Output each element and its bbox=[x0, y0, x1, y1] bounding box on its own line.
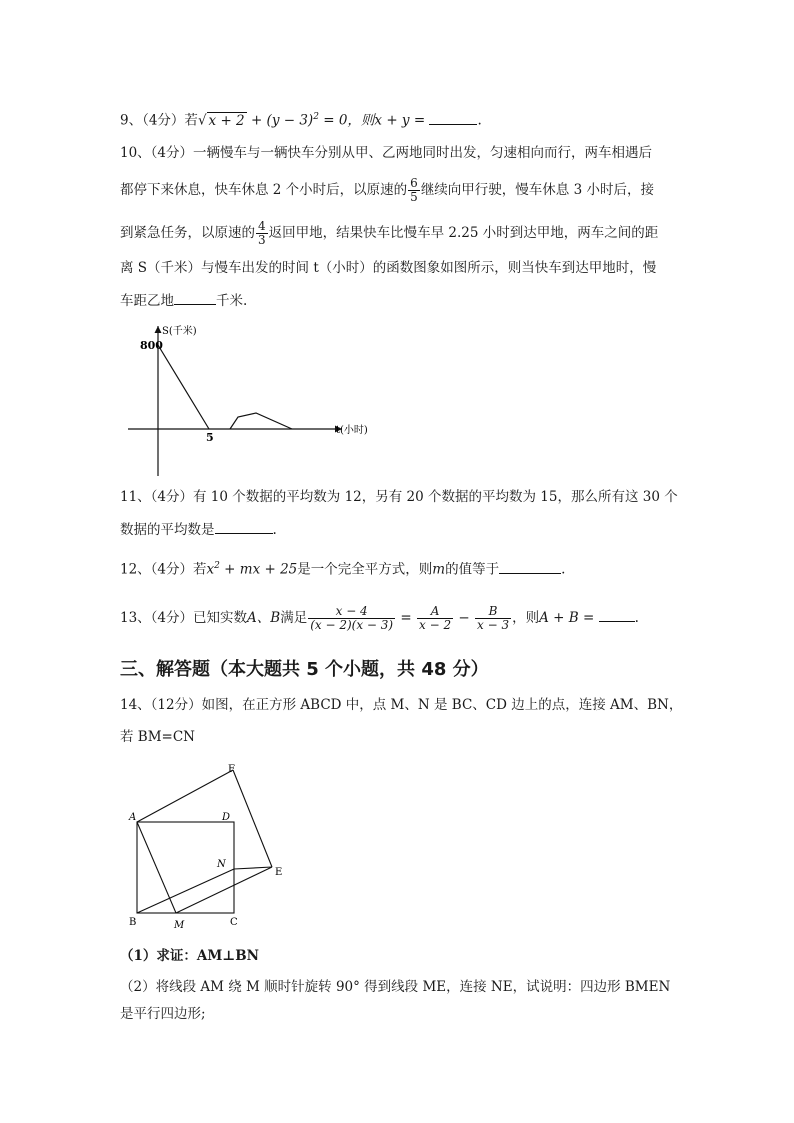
label-b: B bbox=[129, 917, 137, 928]
q9-sqrt-inner: x + 2 bbox=[208, 112, 245, 129]
q12-mid: 是一个完全平方式，则 bbox=[297, 561, 433, 578]
q13-f3-num: B bbox=[475, 605, 511, 619]
q13-fraction-b bbox=[475, 605, 511, 632]
q9-expr-end: = 0，则 bbox=[318, 112, 375, 129]
q10-l2-b: 继续向甲行驶，慢车休息 3 小时后，接 bbox=[420, 182, 654, 198]
q12-expr-b: + mx + 25 bbox=[219, 561, 298, 578]
question-14-line-1: 14、（12分）如图，在正方形 ABCD 中，点 M、N 是 BC、CD 边上的点，连接 AM、BN， bbox=[120, 697, 683, 713]
q9-expr-mid: + (y − 3) bbox=[246, 112, 314, 129]
q9-exponent: 2 bbox=[313, 112, 319, 122]
q10-l5-b: 千米. bbox=[216, 293, 248, 309]
square-figure bbox=[120, 760, 300, 930]
q12-suffix: 的值等于 bbox=[445, 561, 500, 578]
graph-segment-approach bbox=[158, 345, 209, 429]
question-11-line-2 bbox=[120, 520, 277, 540]
segment-fe bbox=[233, 770, 272, 867]
label-d: D bbox=[222, 812, 231, 823]
question-12 bbox=[120, 556, 565, 580]
q9-answer-blank[interactable] bbox=[429, 112, 477, 125]
label-a: A bbox=[129, 812, 137, 823]
label-m: M bbox=[174, 920, 185, 930]
question-13 bbox=[120, 604, 639, 632]
graph-x-tick-5: 5 bbox=[206, 431, 214, 444]
q12-prefix: 12、（4分）若 bbox=[120, 561, 207, 578]
q10-l3-a: 到紧急任务，以原速的 bbox=[120, 225, 255, 241]
q13-fraction-a bbox=[417, 605, 453, 632]
q12-end: . bbox=[561, 561, 566, 578]
q9-sqrt-sign: √ bbox=[197, 112, 207, 129]
question-11-line-1: 11、（4分）有 10 个数据的平均数为 12，另有 20 个数据的平均数为 15，那么所有这 30 个 bbox=[120, 489, 678, 505]
q10-l3-b: 返回甲地，结果快车比慢车早 2.25 小时到达甲地，两车之间的距 bbox=[268, 225, 659, 241]
q13-eq2: = bbox=[578, 610, 599, 626]
q13-end: . bbox=[634, 610, 639, 626]
q9-target: x + y bbox=[374, 112, 410, 129]
segment-bn bbox=[137, 869, 234, 913]
q13-prefix: 13、（4分）已知实数 bbox=[120, 610, 248, 626]
q9-eq: = bbox=[409, 112, 430, 129]
q10-fraction-6-5 bbox=[408, 177, 420, 204]
q13-f2-den: x − 2 bbox=[419, 618, 452, 632]
q13-minus: − bbox=[454, 610, 475, 626]
q13-mid: 满足 bbox=[280, 610, 308, 626]
question-14-line-2: 若 BM=CN bbox=[120, 729, 195, 745]
question-14-part-2-line-1: （2）将线段 AM 绕 M 顺时针旋转 90° 得到线段 ME，连接 NE，试说明：四边形 BMEN bbox=[120, 979, 671, 995]
question-10-line-5 bbox=[120, 291, 247, 311]
q11-l2-a: 数据的平均数是 bbox=[120, 522, 215, 538]
q10-l5-a: 车距乙地 bbox=[120, 293, 174, 309]
label-c: C bbox=[230, 917, 238, 928]
graph-segment-separate bbox=[230, 413, 292, 429]
question-10-line-4: 离 S（千米）与慢车出发的时间 t（小时）的函数图象如图所示，则当快车到达甲地时，慢 bbox=[120, 260, 657, 276]
q9-prefix: 9、（4分）若 bbox=[120, 112, 198, 129]
label-e: E bbox=[275, 867, 283, 878]
question-10-line-2 bbox=[120, 177, 654, 204]
q12-expr-a: x bbox=[206, 561, 215, 578]
q13-answer-blank[interactable] bbox=[599, 609, 635, 622]
q11-l2-b: . bbox=[272, 522, 277, 538]
q13-eq: = bbox=[396, 610, 417, 626]
q10-fraction-4-3 bbox=[256, 220, 268, 247]
q10-frac2-num: 4 bbox=[258, 219, 266, 233]
segment-am bbox=[137, 822, 176, 913]
distance-time-graph bbox=[120, 318, 380, 480]
q12-var: m bbox=[432, 561, 446, 578]
q13-target: A + B bbox=[539, 610, 579, 626]
question-14-part-2-line-2: 是平行四边形; bbox=[120, 1006, 206, 1022]
graph-x-label: t(小时) bbox=[336, 425, 368, 436]
label-f: F bbox=[228, 764, 235, 775]
q9-end: . bbox=[477, 112, 482, 129]
q12-sup: 2 bbox=[214, 561, 220, 571]
q13-f3-den: x − 3 bbox=[477, 618, 510, 632]
q13-comma: ，则 bbox=[512, 610, 540, 626]
q10-frac1-num: 6 bbox=[410, 176, 418, 190]
question-10-line-1: 10、（4分）一辆慢车与一辆快车分别从甲、乙两地同时出发，匀速相向而行，两车相遇后 bbox=[120, 145, 653, 161]
graph-y-tick-800: 800 bbox=[140, 339, 163, 352]
question-9 bbox=[120, 107, 482, 131]
q12-answer-blank[interactable] bbox=[499, 561, 561, 574]
section-heading: 三、解答题（本大题共 5 个小题，共 48 分） bbox=[120, 659, 489, 680]
q10-frac1-den: 5 bbox=[410, 190, 418, 204]
segment-ne bbox=[234, 867, 272, 869]
q13-vars: A、B bbox=[247, 610, 281, 626]
segment-af bbox=[137, 770, 233, 822]
q13-f2-num: A bbox=[417, 605, 453, 619]
q13-f1-den: (x − 2)(x − 3) bbox=[310, 618, 394, 632]
q11-answer-blank[interactable] bbox=[215, 521, 273, 534]
q13-fraction-lhs bbox=[308, 605, 395, 632]
q10-frac2-den: 3 bbox=[258, 233, 266, 247]
graph-y-label: S(千米) bbox=[162, 326, 197, 337]
q10-answer-blank[interactable] bbox=[174, 292, 216, 305]
q13-f1-num: x − 4 bbox=[308, 605, 395, 619]
question-10-line-3 bbox=[120, 220, 658, 247]
label-n: N bbox=[217, 859, 226, 870]
q10-l2-a: 都停下来休息，快车休息 2 个小时后，以原速的 bbox=[120, 182, 408, 198]
question-14-part-1: （1）求证：AM⊥BN bbox=[120, 948, 260, 964]
